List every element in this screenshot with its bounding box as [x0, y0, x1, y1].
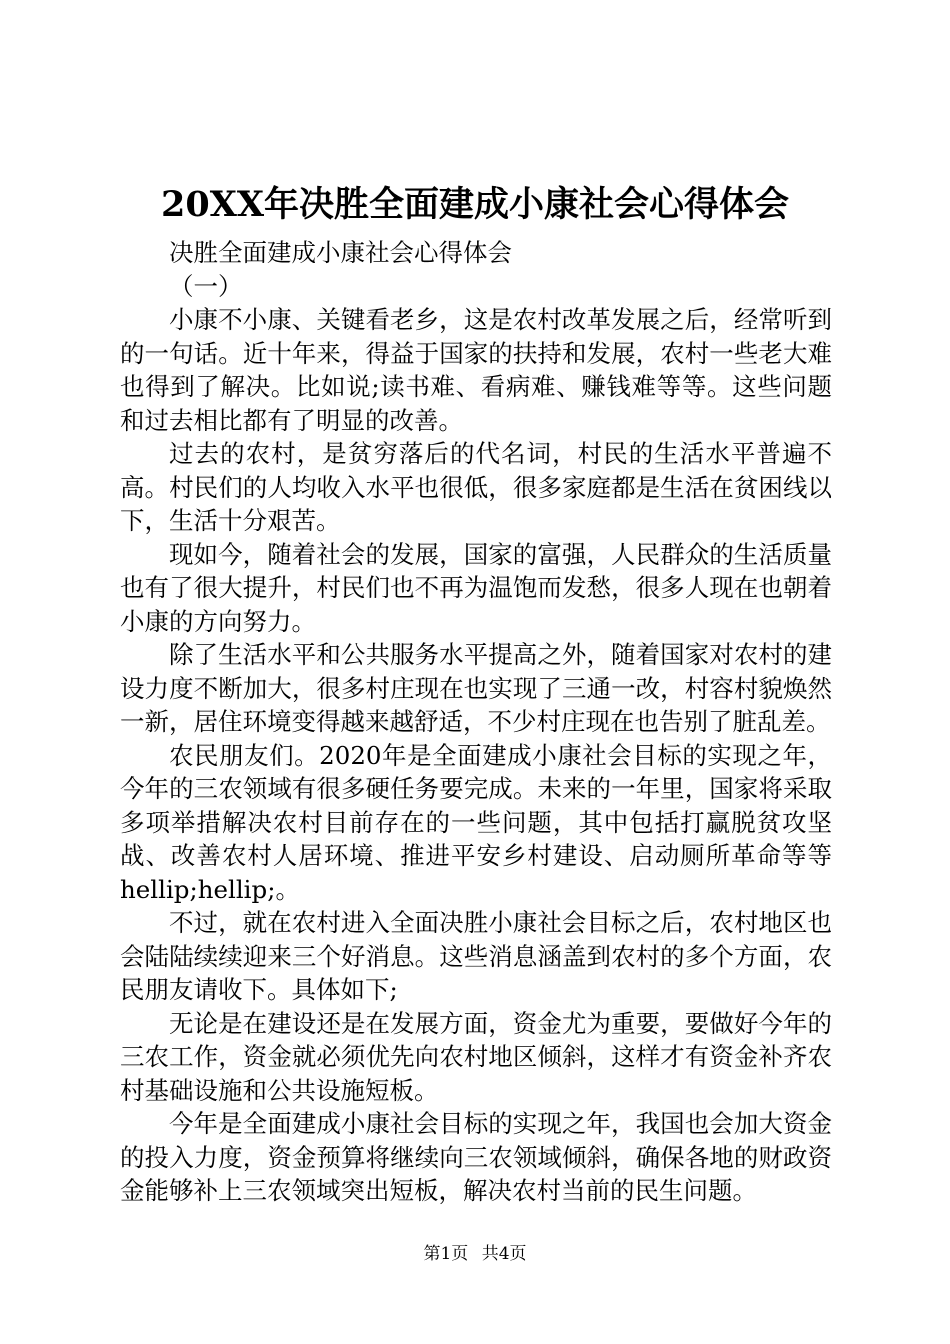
paragraph-1: 小康不小康、关键看老乡，这是农村改革发展之后，经常听到的一句话。近十年来，得益于国家的扶持和发展，农村一些老大难也得到了解决。比如说;读书难、看病难、赚钱难等等。这些问题和过去相比都有了明显的改善。	[120, 305, 832, 435]
paragraph-3: 现如今，随着社会的发展，国家的富强，人民群众的生活质量也有了很大提升，村民们也不再为温饱而发愁，很多人现在也朝着小康的方向努力。	[120, 539, 832, 636]
subtitle: 决胜全面建成小康社会心得体会	[169, 238, 512, 267]
paragraph-5: 农民朋友们。2020年是全面建成小康社会目标的实现之年，今年的三农领域有很多硬任务要完成。未来的一年里，国家将采取多项举措解决农村目前存在的一些问题，其中包括打赢脱贫攻坚战、改善农村人居环境、推进平安乡村建设、启动厕所革命等等hellip;hellip;。	[120, 740, 832, 904]
paragraph-7: 无论是在建设还是在发展方面，资金尤为重要，要做好今年的三农工作，资金就必须优先向农村地区倾斜，这样才有资金补齐农村基础设施和公共设施短板。	[120, 1008, 832, 1105]
section-marker: （一）	[169, 271, 243, 301]
paragraph-6: 不过，就在农村进入全面决胜小康社会目标之后，农村地区也会陆陆续续迎来三个好消息。这些消息涵盖到农村的多个方面，农民朋友请收下。具体如下;	[120, 908, 832, 1004]
page-number: 第1页	[423, 1244, 469, 1264]
page-total: 共4页	[481, 1244, 527, 1264]
paragraph-2: 过去的农村，是贫穷落后的代名词，村民的生活水平普遍不高。村民们的人均收入水平也很低，很多家庭都是生活在贫困线以下，生活十分艰苦。	[120, 439, 832, 535]
page-footer	[0, 1242, 950, 1266]
paragraph-8: 今年是全面建成小康社会目标的实现之年，我国也会加大资金的投入力度，资金预算将继续向三农领域倾斜，确保各地的财政资金能够补上三农领域突出短板，解决农村当前的民生问题。	[120, 1109, 832, 1205]
paragraph-4: 除了生活水平和公共服务水平提高之外，随着国家对农村的建设力度不断加大，很多村庄现在也实现了三通一改，村容村貌焕然一新，居住环境变得越来越舒适，不少村庄现在也告别了脏乱差。	[120, 640, 832, 736]
document-title: 20XX年决胜全面建成小康社会心得体会	[160, 184, 790, 225]
document-body	[120, 236, 832, 1208]
